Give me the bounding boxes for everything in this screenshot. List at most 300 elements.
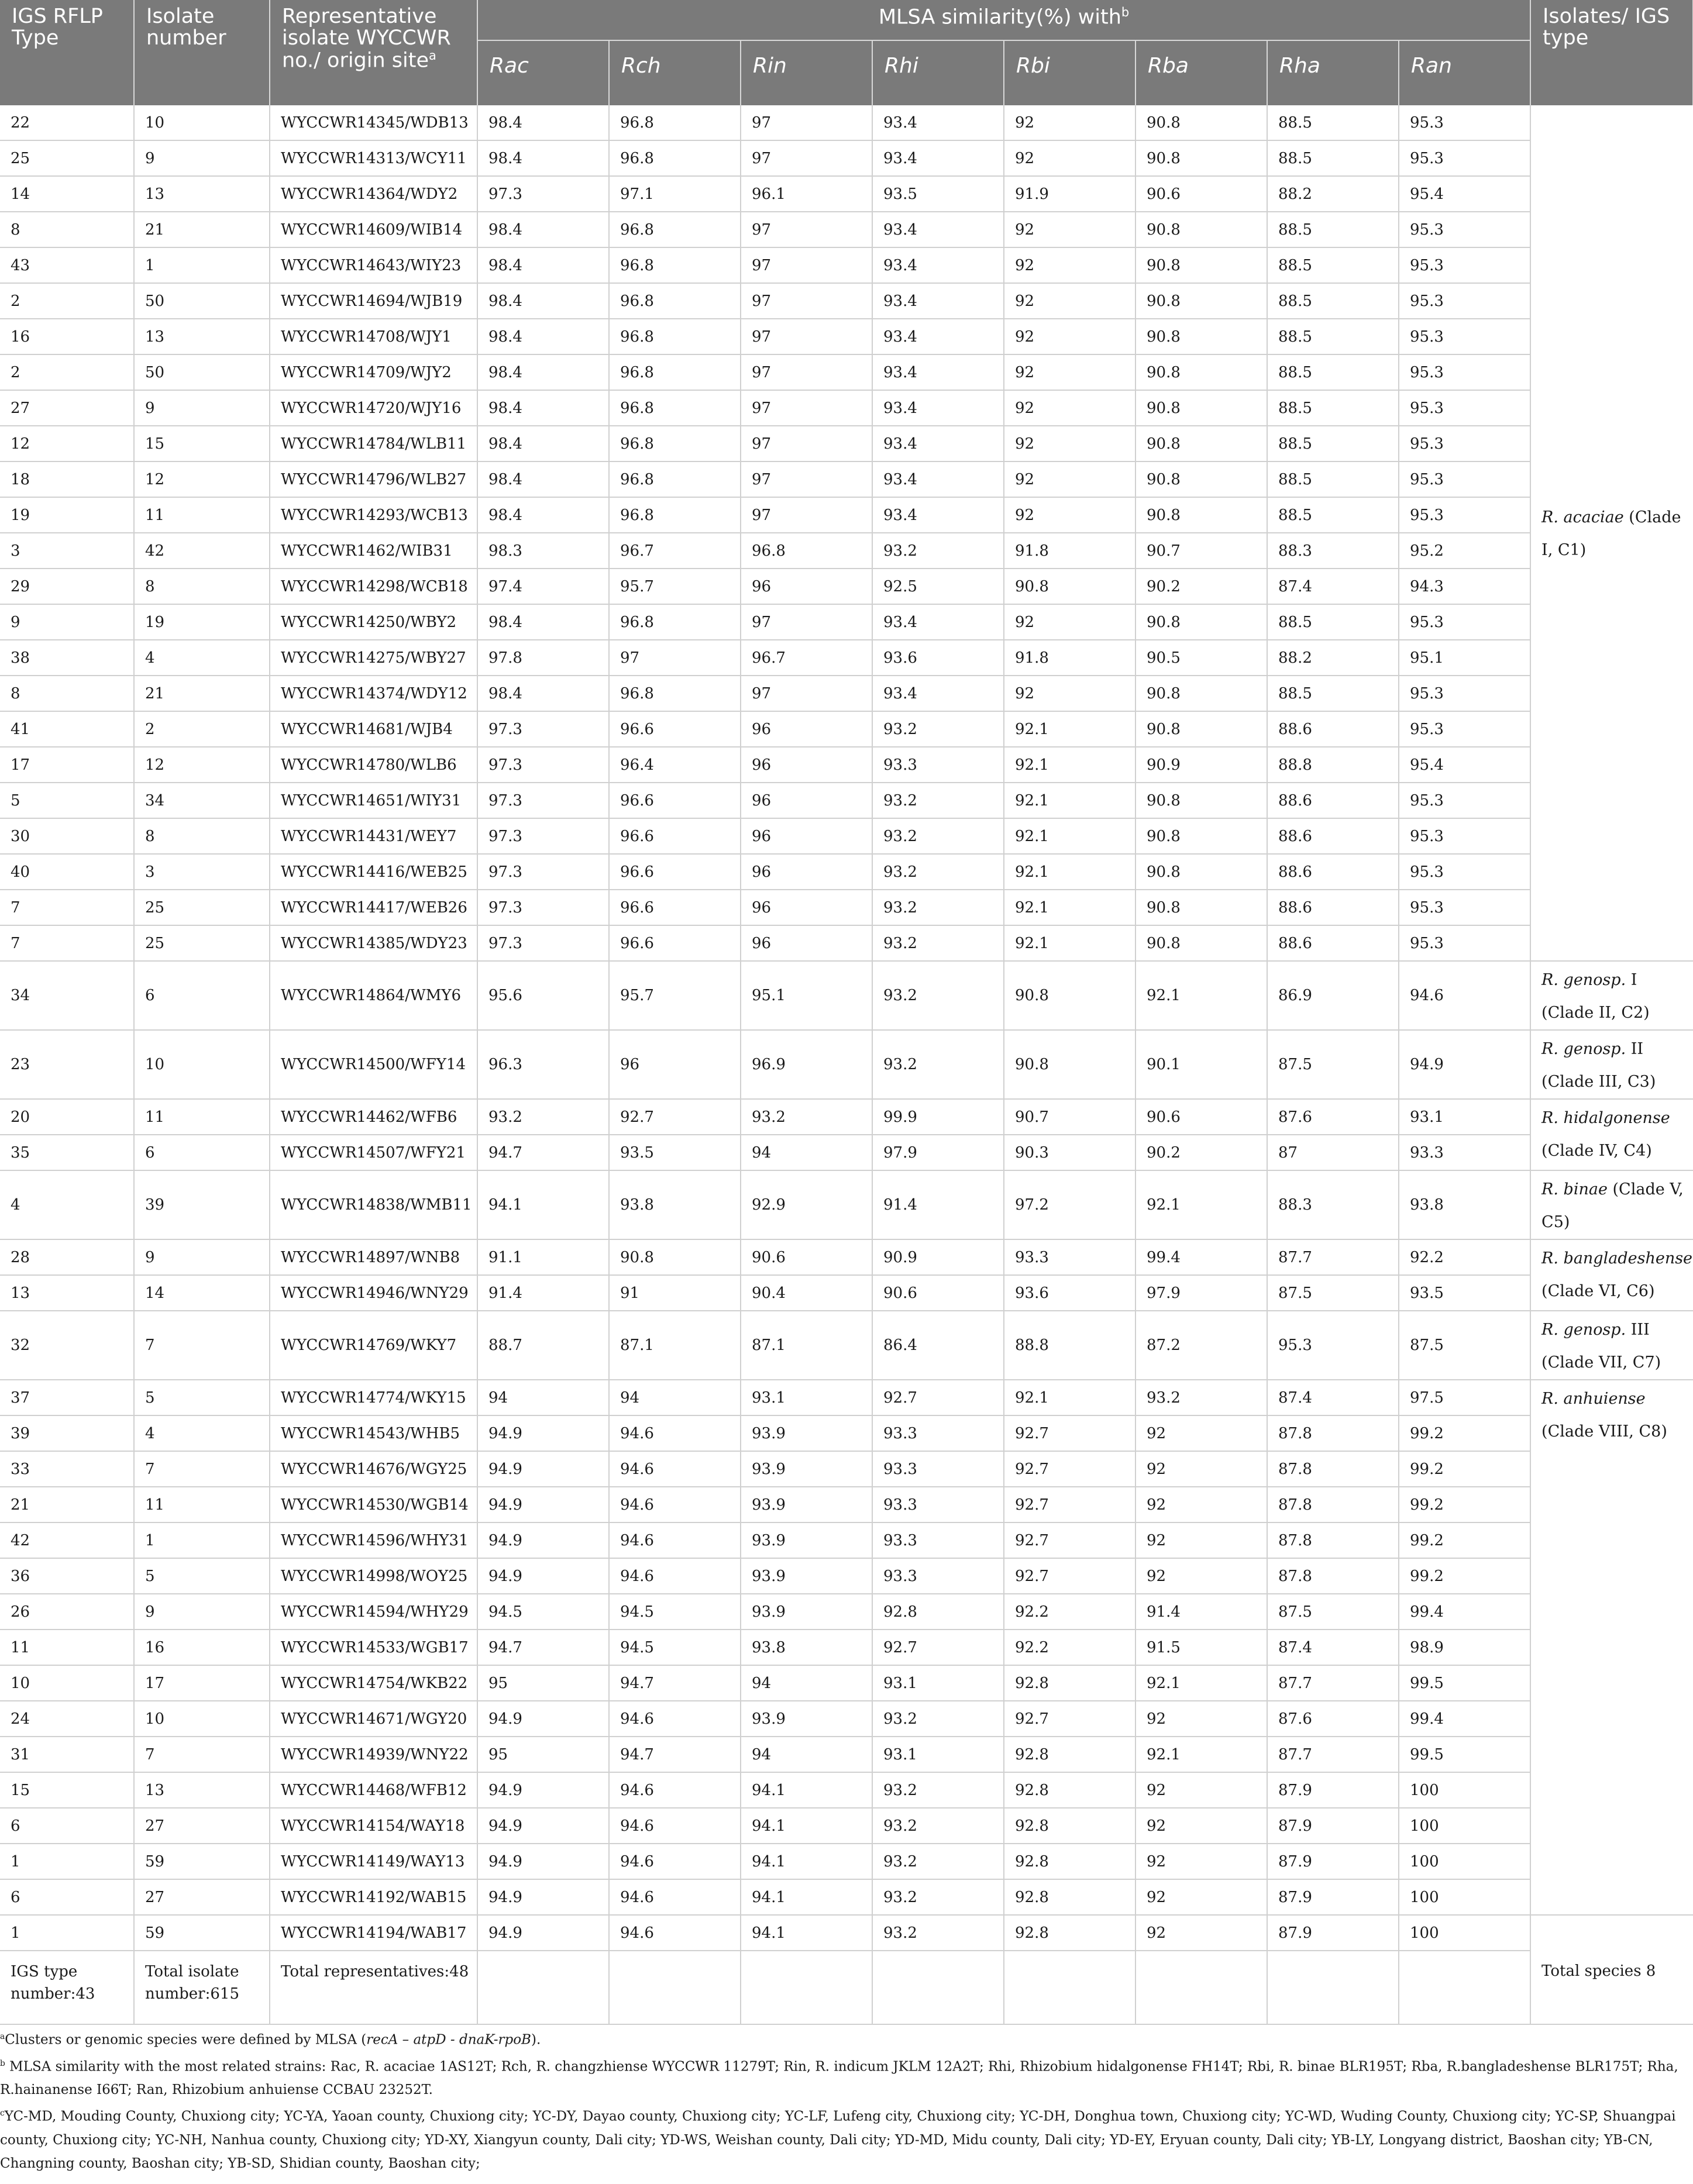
similarity-cell-rhi: 93.4 [872, 140, 1004, 176]
similarity-cell-rac: 94.7 [477, 1135, 609, 1170]
similarity-cell-rin: 93.1 [741, 1380, 872, 1415]
igs-type-cell: 29 [0, 569, 134, 604]
table-row [0, 854, 1693, 890]
similarity-cell-rbi: 92.2 [1004, 1594, 1135, 1630]
similarity-cell-rch: 96.8 [609, 105, 741, 140]
similarity-cell-rbi: 92.7 [1004, 1451, 1135, 1487]
representative-cell: WYCCWR14149/WAY13 [270, 1844, 477, 1879]
similarity-cell-rac: 93.2 [477, 1099, 609, 1135]
similarity-cell-rha: 87.4 [1267, 1630, 1399, 1665]
similarity-cell-rhi: 93.2 [872, 783, 1004, 818]
similarity-cell-rbi: 91.9 [1004, 176, 1135, 212]
similarity-cell-rch: 92.7 [609, 1099, 741, 1135]
table-row [0, 105, 1693, 140]
isolate-number-cell: 13 [134, 319, 270, 354]
table-row [0, 1415, 1693, 1451]
similarity-cell-rin: 97 [741, 497, 872, 533]
similarity-cell-rba: 90.6 [1135, 1099, 1267, 1135]
representative-cell: WYCCWR14708/WJY1 [270, 319, 477, 354]
similarity-cell-rin: 97 [741, 461, 872, 497]
table-footnotes [0, 2025, 1693, 2175]
header-species-rac: Rac [477, 40, 609, 105]
totals-row [0, 1951, 1693, 2024]
similarity-cell-rin: 95.1 [741, 961, 872, 1030]
similarity-cell-rha: 88.5 [1267, 319, 1399, 354]
species-name: R. binae [1541, 1180, 1608, 1198]
similarity-cell-rba: 90.8 [1135, 818, 1267, 854]
similarity-cell-rch: 96.6 [609, 925, 741, 961]
similarity-cell-rhi: 93.2 [872, 1808, 1004, 1844]
similarity-cell-rha: 87.5 [1267, 1030, 1399, 1099]
similarity-cell-rac: 97.8 [477, 640, 609, 676]
similarity-cell-rbi: 92 [1004, 497, 1135, 533]
similarity-cell-rha: 88.6 [1267, 818, 1399, 854]
similarity-cell-rac: 97.3 [477, 747, 609, 783]
similarity-cell-rac: 98.4 [477, 319, 609, 354]
igs-type-cell: 11 [0, 1630, 134, 1665]
similarity-cell-rba: 92.1 [1135, 1737, 1267, 1772]
similarity-cell-rhi: 93.3 [872, 1415, 1004, 1451]
table-row [0, 1737, 1693, 1772]
igs-type-cell: 38 [0, 640, 134, 676]
similarity-cell-ran: 99.5 [1399, 1737, 1530, 1772]
header-isolates-igs-type: Isolates/ IGS type [1530, 0, 1693, 105]
igs-type-cell: 34 [0, 961, 134, 1030]
similarity-cell-rin: 97 [741, 426, 872, 461]
similarity-cell-rhi: 93.4 [872, 247, 1004, 283]
similarity-cell-ran: 99.4 [1399, 1701, 1530, 1737]
table-row [0, 1594, 1693, 1630]
similarity-cell-rin: 87.1 [741, 1311, 872, 1380]
table-row [0, 1099, 1693, 1135]
similarity-cell-rch: 96.6 [609, 711, 741, 747]
similarity-cell-ran: 95.3 [1399, 854, 1530, 890]
table-row [0, 1844, 1693, 1879]
igs-type-cell: 32 [0, 1311, 134, 1380]
similarity-cell-rha: 87.6 [1267, 1701, 1399, 1737]
similarity-cell-rin: 96 [741, 569, 872, 604]
similarity-cell-rac: 94.9 [477, 1879, 609, 1915]
igs-type-cell: 17 [0, 747, 134, 783]
similarity-cell-ran: 94.6 [1399, 961, 1530, 1030]
table-row [0, 640, 1693, 676]
similarity-cell-rha: 87.8 [1267, 1558, 1399, 1594]
isolate-number-cell: 10 [134, 1030, 270, 1099]
similarity-cell-rac: 94.9 [477, 1772, 609, 1808]
similarity-cell-rha: 87.8 [1267, 1415, 1399, 1451]
similarity-cell-rbi: 92 [1004, 247, 1135, 283]
table-row [0, 497, 1693, 533]
similarity-cell-rha: 87.9 [1267, 1844, 1399, 1879]
representative-cell: WYCCWR14939/WNY22 [270, 1737, 477, 1772]
similarity-cell-rha: 88.3 [1267, 1170, 1399, 1239]
isolate-number-cell: 10 [134, 1701, 270, 1737]
isolate-number-cell: 7 [134, 1311, 270, 1380]
similarity-cell-rin: 94.1 [741, 1879, 872, 1915]
similarity-cell-rac: 98.4 [477, 354, 609, 390]
isolate-number-cell: 15 [134, 426, 270, 461]
similarity-cell-rha: 88.6 [1267, 925, 1399, 961]
representative-cell: WYCCWR14709/WJY2 [270, 354, 477, 390]
similarity-cell-rac: 98.4 [477, 283, 609, 319]
similarity-cell-rbi: 92 [1004, 676, 1135, 711]
similarity-cell-rch: 96.6 [609, 890, 741, 925]
representative-cell: WYCCWR14780/WLB6 [270, 747, 477, 783]
similarity-cell-rin: 94.1 [741, 1915, 872, 1951]
similarity-cell-rha: 88.5 [1267, 676, 1399, 711]
similarity-cell-rbi: 93.3 [1004, 1239, 1135, 1275]
similarity-cell-rbi: 92 [1004, 212, 1135, 247]
similarity-cell-rha: 88.5 [1267, 497, 1399, 533]
similarity-cell-rhi: 92.8 [872, 1594, 1004, 1630]
similarity-cell-rch: 95.7 [609, 961, 741, 1030]
similarity-cell-rhi: 93.3 [872, 1558, 1004, 1594]
similarity-cell-rhi: 93.4 [872, 604, 1004, 640]
species-name: R. acaciae [1541, 508, 1624, 526]
similarity-cell-rhi: 93.2 [872, 533, 1004, 569]
table-row [0, 747, 1693, 783]
empty-cell [1004, 1951, 1135, 2024]
representative-cell: WYCCWR14784/WLB11 [270, 426, 477, 461]
similarity-cell-rba: 92 [1135, 1701, 1267, 1737]
representative-cell: WYCCWR14651/WIY31 [270, 783, 477, 818]
similarity-cell-rin: 94.1 [741, 1808, 872, 1844]
similarity-cell-ran: 93.1 [1399, 1099, 1530, 1135]
similarity-cell-rha: 87.5 [1267, 1275, 1399, 1311]
igs-type-cell: 35 [0, 1135, 134, 1170]
table-row [0, 1558, 1693, 1594]
similarity-cell-rbi: 92.1 [1004, 818, 1135, 854]
similarity-cell-ran: 99.2 [1399, 1487, 1530, 1522]
representative-cell: WYCCWR14754/WKB22 [270, 1665, 477, 1701]
representative-cell: WYCCWR14897/WNB8 [270, 1239, 477, 1275]
table-row [0, 925, 1693, 961]
igs-type-cell: 21 [0, 1487, 134, 1522]
similarity-cell-rin: 96.7 [741, 640, 872, 676]
species-name: R. genosp. [1541, 971, 1626, 989]
similarity-cell-rbi: 92.7 [1004, 1522, 1135, 1558]
igs-type-cell: 41 [0, 711, 134, 747]
similarity-cell-rac: 98.4 [477, 247, 609, 283]
table-body [0, 105, 1693, 2024]
similarity-cell-rha: 88.6 [1267, 854, 1399, 890]
representative-cell: WYCCWR14774/WKY15 [270, 1380, 477, 1415]
similarity-cell-rhi: 93.2 [872, 890, 1004, 925]
representative-cell: WYCCWR14864/WMY6 [270, 961, 477, 1030]
similarity-cell-rba: 87.2 [1135, 1311, 1267, 1380]
isolate-number-cell: 50 [134, 354, 270, 390]
representative-cell: WYCCWR14946/WNY29 [270, 1275, 477, 1311]
similarity-cell-rba: 90.8 [1135, 105, 1267, 140]
similarity-cell-rba: 90.8 [1135, 890, 1267, 925]
similarity-cell-rin: 96.9 [741, 1030, 872, 1099]
similarity-cell-rba: 90.8 [1135, 140, 1267, 176]
igs-type-cell: 2 [0, 354, 134, 390]
similarity-cell-rac: 94 [477, 1380, 609, 1415]
igs-type-cell: 40 [0, 854, 134, 890]
similarity-cell-rba: 92.1 [1135, 1170, 1267, 1239]
similarity-cell-rba: 97.9 [1135, 1275, 1267, 1311]
isolate-number-cell: 9 [134, 390, 270, 426]
isolate-number-cell: 7 [134, 1737, 270, 1772]
similarity-cell-rch: 94.7 [609, 1665, 741, 1701]
similarity-cell-rba: 92 [1135, 1808, 1267, 1844]
similarity-cell-rba: 92 [1135, 1844, 1267, 1879]
representative-cell: WYCCWR14192/WAB15 [270, 1879, 477, 1915]
similarity-cell-rch: 94 [609, 1380, 741, 1415]
representative-cell: WYCCWR14468/WFB12 [270, 1772, 477, 1808]
header-species-ran: Ran [1399, 40, 1530, 105]
similarity-cell-rch: 96.8 [609, 497, 741, 533]
isolate-number-cell: 11 [134, 497, 270, 533]
similarity-cell-rhi: 93.4 [872, 105, 1004, 140]
similarity-cell-rch: 96 [609, 1030, 741, 1099]
isolate-number-cell: 42 [134, 533, 270, 569]
similarity-cell-rba: 93.2 [1135, 1380, 1267, 1415]
similarity-cell-ran: 99.2 [1399, 1522, 1530, 1558]
header-species-rin: Rin [741, 40, 872, 105]
similarity-cell-rhi: 86.4 [872, 1311, 1004, 1380]
table-row [0, 354, 1693, 390]
similarity-cell-rin: 90.4 [741, 1275, 872, 1311]
similarity-cell-rch: 95.7 [609, 569, 741, 604]
similarity-cell-ran: 95.4 [1399, 176, 1530, 212]
similarity-cell-rbi: 90.8 [1004, 1030, 1135, 1099]
similarity-cell-rin: 93.9 [741, 1451, 872, 1487]
species-group-cell [1530, 105, 1693, 961]
representative-cell: WYCCWR1462/WIB31 [270, 533, 477, 569]
similarity-cell-rch: 96.8 [609, 140, 741, 176]
similarity-cell-rac: 97.3 [477, 890, 609, 925]
similarity-cell-rbi: 92 [1004, 426, 1135, 461]
table-row [0, 212, 1693, 247]
igs-type-cell: 24 [0, 1701, 134, 1737]
similarity-cell-rbi: 92.8 [1004, 1772, 1135, 1808]
similarity-cell-rac: 91.4 [477, 1275, 609, 1311]
similarity-cell-rhi: 90.6 [872, 1275, 1004, 1311]
igs-type-cell: 26 [0, 1594, 134, 1630]
similarity-cell-rha: 88.5 [1267, 461, 1399, 497]
header-isolate-number: Isolate number [134, 0, 270, 105]
similarity-cell-rin: 93.8 [741, 1630, 872, 1665]
table-row [0, 1879, 1693, 1915]
igs-type-cell: 28 [0, 1239, 134, 1275]
similarity-cell-rac: 94.9 [477, 1701, 609, 1737]
total-isolates: Total isolate number:615 [134, 1951, 270, 2024]
isolate-number-cell: 9 [134, 1594, 270, 1630]
similarity-cell-rbi: 91.8 [1004, 533, 1135, 569]
table-row [0, 1030, 1693, 1099]
igs-type-cell: 36 [0, 1558, 134, 1594]
representative-cell: WYCCWR14345/WDB13 [270, 105, 477, 140]
similarity-cell-rba: 91.4 [1135, 1594, 1267, 1630]
similarity-cell-ran: 95.3 [1399, 461, 1530, 497]
igs-type-cell: 1 [0, 1915, 134, 1951]
isolate-number-cell: 17 [134, 1665, 270, 1701]
similarity-cell-rbi: 92 [1004, 390, 1135, 426]
similarity-cell-rba: 92.1 [1135, 961, 1267, 1030]
similarity-cell-rch: 96.8 [609, 426, 741, 461]
table-row [0, 961, 1693, 1030]
isolate-number-cell: 2 [134, 711, 270, 747]
similarity-cell-rin: 96 [741, 890, 872, 925]
similarity-cell-rbi: 90.7 [1004, 1099, 1135, 1135]
similarity-cell-rhi: 93.4 [872, 283, 1004, 319]
similarity-cell-rba: 90.1 [1135, 1030, 1267, 1099]
representative-cell: WYCCWR14681/WJB4 [270, 711, 477, 747]
isolate-number-cell: 12 [134, 461, 270, 497]
igs-type-cell: 25 [0, 140, 134, 176]
igs-type-cell: 6 [0, 1879, 134, 1915]
similarity-cell-rin: 96 [741, 818, 872, 854]
representative-cell: WYCCWR14694/WJB19 [270, 283, 477, 319]
similarity-cell-rin: 94.1 [741, 1772, 872, 1808]
table-row [0, 283, 1693, 319]
total-representatives: Total representatives:48 [270, 1951, 477, 2024]
similarity-cell-rha: 87.4 [1267, 569, 1399, 604]
similarity-cell-rbi: 92 [1004, 354, 1135, 390]
representative-cell: WYCCWR14507/WFY21 [270, 1135, 477, 1170]
similarity-cell-rin: 97 [741, 105, 872, 140]
igs-type-cell: 7 [0, 925, 134, 961]
similarity-cell-rin: 93.9 [741, 1487, 872, 1522]
similarity-cell-rin: 97 [741, 283, 872, 319]
similarity-cell-rba: 92.1 [1135, 1665, 1267, 1701]
similarity-cell-rba: 90.8 [1135, 426, 1267, 461]
table-row [0, 1311, 1693, 1380]
representative-cell: WYCCWR14385/WDY23 [270, 925, 477, 961]
representative-cell: WYCCWR14462/WFB6 [270, 1099, 477, 1135]
similarity-cell-rin: 94 [741, 1737, 872, 1772]
similarity-cell-rch: 96.8 [609, 354, 741, 390]
similarity-cell-rba: 90.5 [1135, 640, 1267, 676]
similarity-cell-ran: 99.2 [1399, 1415, 1530, 1451]
table-row [0, 390, 1693, 426]
similarity-cell-rin: 97 [741, 140, 872, 176]
similarity-cell-rac: 97.3 [477, 818, 609, 854]
similarity-cell-rac: 94.9 [477, 1415, 609, 1451]
similarity-cell-rbi: 91.8 [1004, 640, 1135, 676]
igs-type-cell: 27 [0, 390, 134, 426]
similarity-cell-rbi: 90.8 [1004, 569, 1135, 604]
isolate-number-cell: 5 [134, 1380, 270, 1415]
similarity-cell-rha: 87.5 [1267, 1594, 1399, 1630]
isolate-number-cell: 59 [134, 1915, 270, 1951]
isolate-number-cell: 9 [134, 140, 270, 176]
igs-type-cell: 2 [0, 283, 134, 319]
representative-cell: WYCCWR14769/WKY7 [270, 1311, 477, 1380]
similarity-cell-rha: 87.9 [1267, 1915, 1399, 1951]
similarity-cell-ran: 97.5 [1399, 1380, 1530, 1415]
similarity-cell-rch: 91 [609, 1275, 741, 1311]
similarity-cell-ran: 95.4 [1399, 747, 1530, 783]
similarity-cell-ran: 100 [1399, 1915, 1530, 1951]
similarity-cell-rba: 99.4 [1135, 1239, 1267, 1275]
similarity-cell-rac: 97.3 [477, 783, 609, 818]
similarity-cell-rch: 94.6 [609, 1487, 741, 1522]
similarity-cell-rin: 93.9 [741, 1594, 872, 1630]
similarity-cell-rch: 96.8 [609, 676, 741, 711]
table-row [0, 1170, 1693, 1239]
similarity-cell-rbi: 90.3 [1004, 1135, 1135, 1170]
similarity-cell-rbi: 92.1 [1004, 925, 1135, 961]
similarity-cell-rch: 94.6 [609, 1415, 741, 1451]
similarity-cell-rba: 90.7 [1135, 533, 1267, 569]
similarity-cell-rch: 94.6 [609, 1701, 741, 1737]
similarity-cell-rac: 98.4 [477, 140, 609, 176]
similarity-cell-rac: 98.4 [477, 497, 609, 533]
similarity-cell-rac: 94.9 [477, 1844, 609, 1879]
header-igs-type: IGS RFLP Type [0, 0, 134, 105]
similarity-cell-rac: 94.5 [477, 1594, 609, 1630]
species-group-cell [1530, 1099, 1693, 1170]
similarity-cell-rch: 94.5 [609, 1594, 741, 1630]
igs-type-cell: 37 [0, 1380, 134, 1415]
similarity-cell-ran: 98.9 [1399, 1630, 1530, 1665]
isolate-number-cell: 21 [134, 212, 270, 247]
similarity-cell-rac: 98.4 [477, 212, 609, 247]
similarity-cell-rba: 91.5 [1135, 1630, 1267, 1665]
similarity-cell-rch: 94.6 [609, 1522, 741, 1558]
igs-type-cell: 16 [0, 319, 134, 354]
similarity-cell-rhi: 93.2 [872, 1701, 1004, 1737]
similarity-cell-rac: 98.4 [477, 105, 609, 140]
representative-cell: WYCCWR14530/WGB14 [270, 1487, 477, 1522]
isolate-number-cell: 16 [134, 1630, 270, 1665]
similarity-cell-rch: 97.1 [609, 176, 741, 212]
similarity-cell-rba: 90.8 [1135, 247, 1267, 283]
table-row [0, 1772, 1693, 1808]
similarity-cell-rbi: 92 [1004, 105, 1135, 140]
representative-cell: WYCCWR14154/WAY18 [270, 1808, 477, 1844]
representative-cell: WYCCWR14643/WIY23 [270, 247, 477, 283]
header-species-rba: Rba [1135, 40, 1267, 105]
similarity-cell-rha: 87.8 [1267, 1522, 1399, 1558]
table-row [0, 1275, 1693, 1311]
representative-cell: WYCCWR14416/WEB25 [270, 854, 477, 890]
similarity-cell-ran: 95.3 [1399, 319, 1530, 354]
representative-cell: WYCCWR14533/WGB17 [270, 1630, 477, 1665]
similarity-cell-ran: 95.3 [1399, 890, 1530, 925]
similarity-cell-rhi: 93.4 [872, 497, 1004, 533]
similarity-cell-rha: 88.3 [1267, 533, 1399, 569]
similarity-cell-ran: 95.1 [1399, 640, 1530, 676]
similarity-cell-rba: 90.8 [1135, 212, 1267, 247]
similarity-cell-rhi: 93.2 [872, 711, 1004, 747]
table-row [0, 1487, 1693, 1522]
table-row [0, 1701, 1693, 1737]
species-clade-line2: (Clade VI, C6) [1541, 1282, 1655, 1300]
similarity-cell-rba: 90.2 [1135, 1135, 1267, 1170]
isolate-number-cell: 6 [134, 961, 270, 1030]
similarity-cell-rin: 97 [741, 390, 872, 426]
isolate-number-cell: 27 [134, 1879, 270, 1915]
similarity-cell-rha: 87.7 [1267, 1239, 1399, 1275]
species-name: R. bangladeshense [1541, 1249, 1693, 1267]
similarity-cell-rha: 88.5 [1267, 354, 1399, 390]
igs-type-cell: 13 [0, 1275, 134, 1311]
igs-type-cell: 8 [0, 212, 134, 247]
similarity-cell-ran: 95.3 [1399, 140, 1530, 176]
empty-cell [477, 1951, 609, 2024]
similarity-cell-ran: 99.4 [1399, 1594, 1530, 1630]
species-clade: (Clade I, C1) [1541, 508, 1681, 559]
similarity-cell-ran: 93.3 [1399, 1135, 1530, 1170]
isolate-number-cell: 59 [134, 1844, 270, 1879]
similarity-cell-rhi: 93.3 [872, 1487, 1004, 1522]
similarity-cell-rbi: 92.8 [1004, 1844, 1135, 1879]
representative-cell: WYCCWR14720/WJY16 [270, 390, 477, 426]
